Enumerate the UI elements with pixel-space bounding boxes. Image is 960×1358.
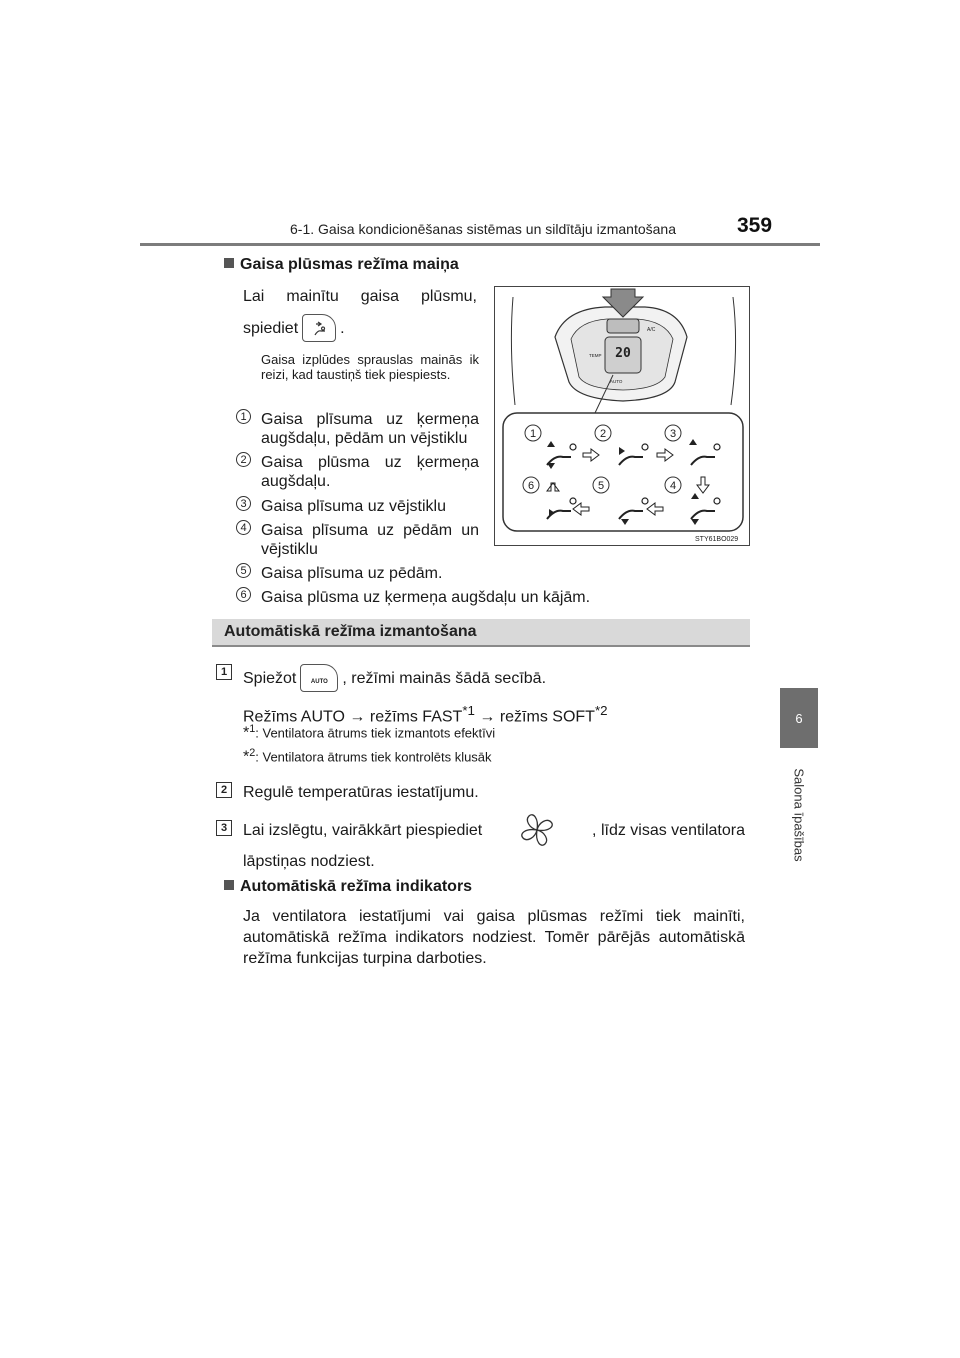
sequence-fast: režīms FAST (369, 708, 463, 726)
mode-number-5: 5 (236, 563, 251, 578)
footnote-1-mark: * (243, 724, 250, 742)
indicator-text: Ja ventilatora iestatījumi vai gaisa plūsmas režīmi tiek mainīti, automātiskā režīma indikators nodziest. Tomēr pārējās automātiskā režīma funkcijas turpina darboties. (243, 908, 745, 967)
step-marker-2: 2 (216, 782, 232, 798)
climate-panel-illustration (495, 287, 751, 547)
footnote-2-sup: 2 (249, 747, 256, 759)
sequence-fast-sup: *1 (462, 703, 475, 718)
step-3-text-after: , līdz visas ventilatora (592, 821, 745, 839)
step-1-text-before: Spiežot (243, 669, 297, 687)
sequence-soft: režīms SOFT (499, 708, 595, 726)
figure-callout-5: 5 (597, 480, 605, 492)
mode-text-3: Gaisa plīsuma uz vējstiklu (261, 498, 446, 515)
auto-button-icon (300, 664, 338, 692)
mode-text-2: Gaisa plūsma uz ķermeņa augšdaļu. (261, 454, 479, 490)
chapter-title-vertical (764, 760, 834, 870)
mode-text-1: Gaisa plīsuma uz ķermeņa augšdaļu, pēdām un vējstiklu (261, 411, 479, 447)
footnote-1-text: : Ventilatora ātrums tiek izmantots efektīvi (255, 725, 496, 741)
bullet-square (224, 258, 234, 268)
airflow-mode-figure (494, 286, 750, 546)
figure-callout-3: 3 (669, 428, 677, 440)
auto-button-label: AUTO (310, 679, 328, 685)
mode-number-3: 3 (236, 496, 251, 511)
sequence-arrow-2: → (479, 708, 496, 726)
mode-text-6: Gaisa plūsma uz ķermeņa augšdaļu un kājām. (261, 589, 591, 606)
airflow-heading-text: Gaisa plūsmas režīma maiņa (240, 256, 459, 273)
airflow-instruction-end: . (340, 319, 345, 337)
mode-number-6: 6 (236, 587, 251, 602)
indicator-heading (224, 878, 472, 896)
figure-callout-2: 2 (599, 428, 607, 440)
fan-icon (519, 812, 555, 848)
step-marker-3: 3 (216, 820, 232, 836)
header-section-title: 6-1. Gaisa kondicionēšanas sistēmas un sildītāju izmantošana (290, 221, 676, 237)
step-3-line2: lāpstiņas nodziest. (243, 853, 375, 870)
figure-callout-4: 4 (669, 480, 677, 492)
step-1-line (243, 664, 546, 692)
airflow-instruction-line1: Lai mainītu gaisa plūsmu, (243, 288, 477, 305)
panel-temp-label: TEMP (589, 353, 602, 358)
mode-number-4: 4 (236, 520, 251, 535)
bullet-square (224, 880, 234, 890)
figure-callout-1: 1 (529, 428, 537, 440)
header-rule (140, 243, 820, 246)
footnote-1-sup: 1 (249, 723, 256, 735)
footnote-1 (243, 722, 495, 740)
step-1-text-after: , režīmi mainās šādā secībā. (342, 669, 547, 687)
airflow-mode-button-icon (302, 314, 336, 342)
panel-ac-label: A/C (647, 327, 656, 333)
step-marker-1: 1 (216, 664, 232, 680)
auto-mode-section-title: Automātiskā režīma izmantošana (224, 623, 477, 640)
mode-text-4: Gaisa plīsuma uz pēdām un vējstiklu (261, 522, 479, 558)
chapter-tab (780, 688, 818, 748)
page-number: 359 (737, 214, 773, 237)
mode-text-5: Gaisa plīsuma uz pēdām. (261, 565, 443, 582)
indicator-heading-text: Automātiskā režīma indikators (240, 878, 473, 895)
sequence-soft-sup: *2 (594, 703, 608, 718)
step-3-text-before: Lai izslēgtu, vairākkārt piespiediet (243, 821, 483, 839)
chapter-title: Salona īpašības (791, 768, 807, 862)
auto-mode-section-header (212, 619, 750, 647)
airflow-instruction-text: spiediet (243, 319, 299, 337)
airflow-note: Gaisa izplūdes sprauslas mainās ik reizi, kad taustiņš tiek piespiests. (261, 352, 479, 382)
airflow-heading (224, 256, 459, 274)
footnote-2-mark: * (243, 748, 250, 766)
panel-auto-label: AUTO (610, 379, 623, 384)
figure-callout-6: 6 (527, 480, 535, 492)
step-3-line1 (243, 812, 745, 848)
panel-display-text: 20 (615, 346, 631, 361)
footnote-2-text: : Ventilatora ātrums tiek kontrolēts klusāk (255, 749, 492, 765)
airflow-instruction-line2 (243, 314, 345, 342)
chapter-number: 6 (795, 710, 803, 726)
step-2-text: Regulē temperatūras iestatījumu. (243, 784, 479, 801)
figure-code: STY61BO029 (695, 536, 739, 543)
mode-number-2: 2 (236, 452, 251, 467)
footnote-2 (243, 746, 492, 764)
sequence-arrow-1: → (349, 708, 366, 726)
sequence-auto: Režīms AUTO (243, 708, 345, 726)
mode-number-1: 1 (236, 409, 251, 424)
